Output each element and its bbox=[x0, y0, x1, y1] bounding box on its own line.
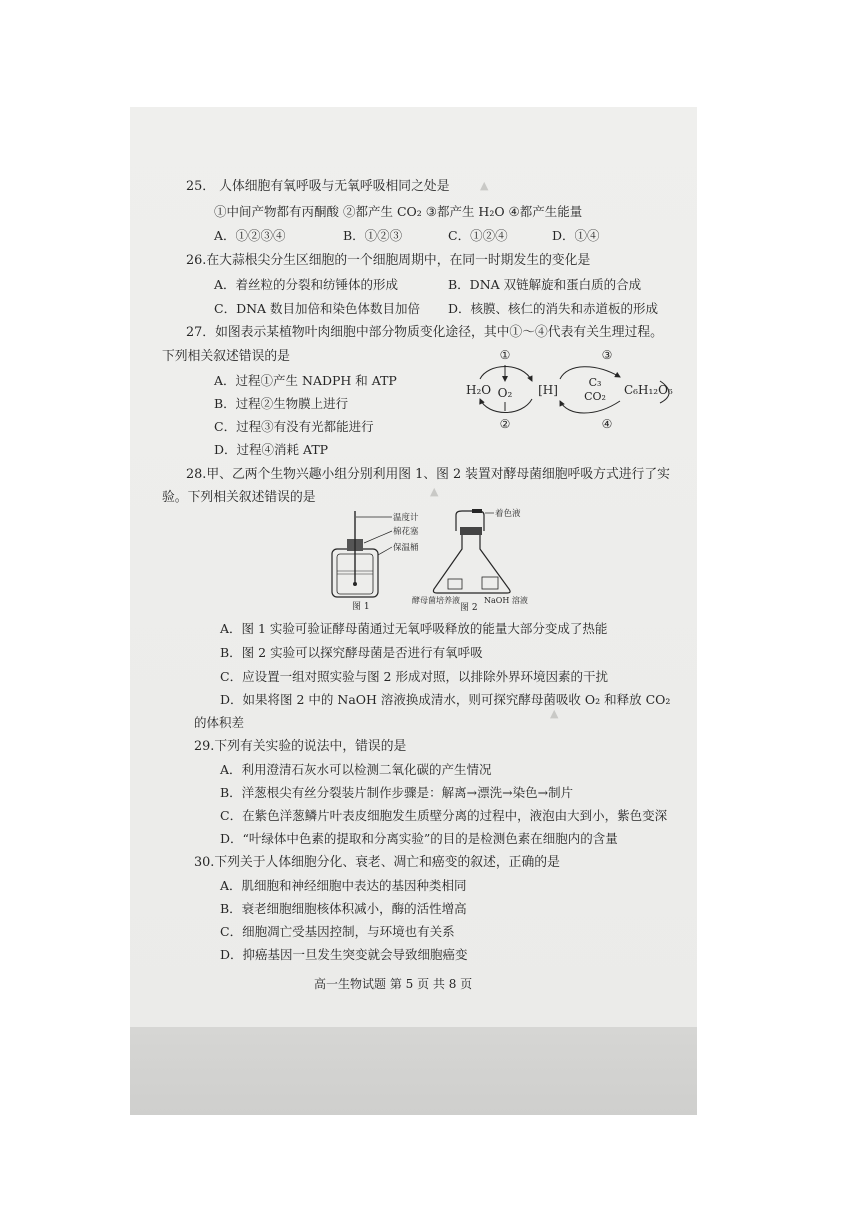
q29-option-a: A．利用澄清石灰水可以检测二氧化碳的产生情况 bbox=[220, 762, 492, 777]
cotton-label: 棉花塞 bbox=[393, 527, 419, 537]
q27-option-c: C．过程③有没有光都能进行 bbox=[214, 419, 374, 434]
c3-label: C₃ bbox=[588, 376, 602, 389]
bleed-through-mark: ▲ bbox=[480, 179, 489, 192]
bucket-label: 保温桶 bbox=[393, 543, 419, 553]
q28-option-a: A．图 1 实验可验证酵母菌通过无氧呼吸释放的能量大部分变成了热能 bbox=[220, 621, 608, 636]
co2-label: CO₂ bbox=[584, 390, 606, 403]
q28-stem-2: 验。下列相关叙述错误的是 bbox=[162, 490, 316, 505]
desk-surface bbox=[130, 1027, 697, 1115]
photo-background bbox=[130, 107, 697, 1115]
q27-option-d: D．过程④消耗 ATP bbox=[214, 442, 329, 457]
q28-option-b: B．图 2 实验可以探究酵母菌是否进行有氧呼吸 bbox=[220, 645, 483, 660]
q29-option-d: D．“叶绿体中色素的提取和分离实验”的目的是检测色素在细胞内的含量 bbox=[220, 831, 618, 846]
figure-1-caption: 图 1 bbox=[352, 602, 370, 611]
process-2-label: ② bbox=[499, 417, 511, 431]
q28-option-d: D．如果将图 2 中的 NaOH 溶液换成清水，则可探究酵母菌吸收 O₂ 和释放 CO₂ bbox=[220, 692, 671, 707]
q25-items: ①中间产物都有丙酮酸 ②都产生 CO₂ ③都产生 H₂O ④都产生能量 bbox=[214, 204, 583, 219]
q26-option-a: A．着丝粒的分裂和纺锤体的形成 bbox=[214, 277, 399, 292]
q30-option-b: B．衰老细胞细胞核体积减小，酶的活性增高 bbox=[220, 901, 467, 916]
q27-option-a: A．过程①产生 NADPH 和 ATP bbox=[214, 373, 397, 388]
q26-option-b: B．DNA 双链解旋和蛋白质的合成 bbox=[448, 277, 642, 292]
q28-option-c: C．应设置一组对照实验与图 2 形成对照，以排除外界环境因素的干扰 bbox=[220, 669, 608, 684]
q29-stem: 29.下列有关实验的说法中，错误的是 bbox=[194, 739, 407, 754]
page-footer: 高一生物试题 第 5 页 共 8 页 bbox=[314, 977, 473, 991]
process-1-label: ① bbox=[499, 348, 511, 362]
naoh-label: NaOH 溶液 bbox=[484, 596, 528, 605]
yeast-culture-label: 酵母菌培养液 bbox=[412, 596, 460, 605]
rubber-stopper bbox=[460, 527, 482, 535]
process-3-label: ③ bbox=[601, 348, 613, 362]
bleed-through-mark: ▲ bbox=[430, 485, 439, 498]
q30-option-c: C．细胞凋亡受基因控制，与环境也有关系 bbox=[220, 924, 455, 939]
arrow-process-2 bbox=[480, 399, 532, 413]
q30-option-a: A．肌细胞和神经细胞中表达的基因种类相同 bbox=[220, 878, 467, 893]
dye-label: 着色液 bbox=[495, 509, 521, 519]
h2o-label: H₂O bbox=[466, 383, 492, 397]
arrow-process-1 bbox=[480, 367, 532, 382]
q27-option-b: B．过程②生物膜上进行 bbox=[214, 396, 349, 411]
naoh-cup bbox=[482, 577, 498, 589]
q28-option-d-continued: 的体积差 bbox=[194, 715, 245, 730]
q30-option-d: D．抑癌基因一旦发生突变就会导致细胞癌变 bbox=[220, 947, 468, 962]
q28-stem: 28.甲、乙两个生物兴趣小组分别利用图 1、图 2 装置对酵母菌细胞呼吸方式进行了实 bbox=[186, 467, 670, 482]
q25-stem: 25． 人体细胞有氧呼吸与无氧呼吸相同之处是 bbox=[186, 179, 450, 194]
exam-sheet bbox=[130, 107, 697, 1027]
dye-droplet bbox=[472, 509, 482, 513]
conical-flask bbox=[433, 535, 510, 593]
h-label: [H] bbox=[538, 383, 558, 397]
thermometer-label: 温度计 bbox=[393, 513, 419, 523]
q27-pathway-diagram bbox=[460, 345, 675, 433]
figure-2-caption: 图 2 bbox=[460, 603, 478, 611]
glucose-label: C₆H₁₂O₆ bbox=[624, 383, 673, 397]
q29-option-b: B．洋葱根尖有丝分裂装片制作步骤是：解离→漂洗→染色→制片 bbox=[220, 785, 574, 800]
q25-option-a: A．①②③④ bbox=[214, 228, 286, 243]
q26-option-d: D．核膜、核仁的消失和赤道板的形成 bbox=[448, 301, 659, 316]
process-4-label: ④ bbox=[601, 417, 613, 431]
q25-option-b: B．①②③ bbox=[343, 228, 403, 243]
q29-option-c: C．在紫色洋葱鳞片叶表皮细胞发生质壁分离的过程中，液泡由大到小，紫色变深 bbox=[220, 808, 668, 823]
q26-option-c: C．DNA 数目加倍和染色体数目加倍 bbox=[214, 301, 421, 316]
q26-stem: 26.在大蒜根尖分生区细胞的一个细胞周期中，在同一时期发生的变化是 bbox=[186, 253, 591, 268]
figure-2-apparatus bbox=[410, 505, 540, 611]
bleed-through-mark: ▲ bbox=[550, 707, 559, 720]
q25-option-d: D．①④ bbox=[552, 228, 600, 243]
q25-option-c: C．①②④ bbox=[448, 228, 508, 243]
o2-label: O₂ bbox=[497, 386, 513, 400]
q30-stem: 30.下列关于人体细胞分化、衰老、凋亡和癌变的叙述，正确的是 bbox=[194, 855, 560, 870]
yeast-culture-cup bbox=[448, 579, 462, 589]
q27-stem: 27．如图表示某植物叶肉细胞中部分物质变化途径，其中①～④代表有关生理过程。 bbox=[186, 325, 663, 340]
q27-stem-2: 下列相关叙述错误的是 bbox=[162, 349, 290, 364]
